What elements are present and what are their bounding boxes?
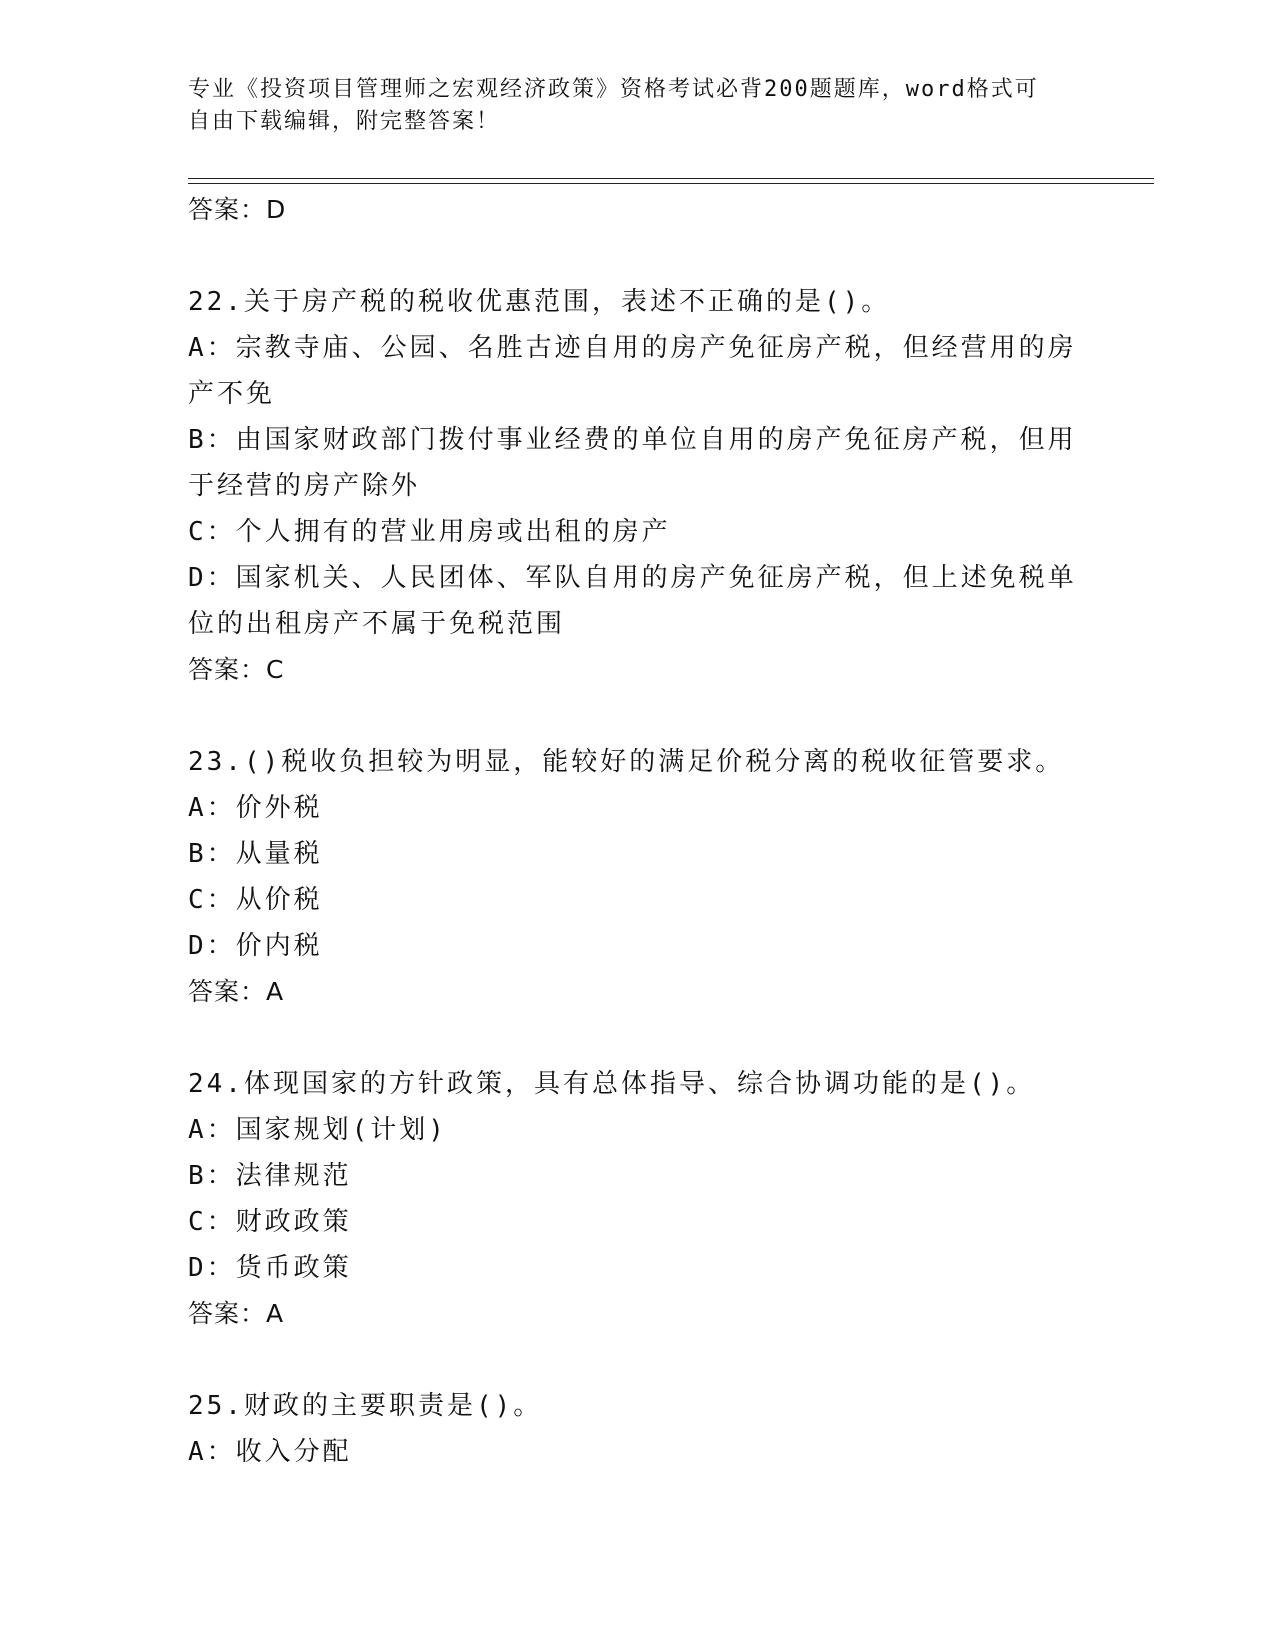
- answer-line: 答案：D: [188, 195, 287, 224]
- option-d: D：价内税: [188, 931, 323, 961]
- answer-line: 答案：A: [188, 1299, 285, 1328]
- question-stem: 24.体现国家的方针政策，具有总体指导、综合协调功能的是()。: [188, 1069, 1036, 1099]
- question-stem: 25.财政的主要职责是()。: [188, 1391, 543, 1421]
- option-b: B：由国家财政部门拨付事业经费的单位自用的房产免征房产税，但用: [188, 425, 1077, 455]
- spacer: [188, 1337, 1088, 1383]
- answer-line: 答案：C: [188, 655, 285, 684]
- option-d: D：国家机关、人民团体、军队自用的房产免征房产税，但上述免税单: [188, 563, 1077, 593]
- question-list: [188, 187, 1088, 1475]
- question-stem: 22.关于房产税的税收优惠范围，表述不正确的是()。: [188, 287, 891, 317]
- option-c: C：个人拥有的营业用房或出租的房产: [188, 517, 671, 547]
- option-c: C：财政政策: [188, 1207, 352, 1237]
- header-line-2: 自由下载编辑，附完整答案！: [188, 109, 501, 134]
- option-b: B：法律规范: [188, 1161, 352, 1191]
- answer-line: 答案：A: [188, 977, 285, 1006]
- spacer: [188, 693, 1088, 739]
- option-a: A：收入分配: [188, 1437, 352, 1467]
- question-24: [188, 1061, 1088, 1337]
- option-b-continued: 于经营的房产除外: [188, 471, 421, 501]
- option-a: A：价外税: [188, 793, 323, 823]
- question-22: [188, 279, 1088, 693]
- option-a: A：国家规划(计划): [188, 1115, 447, 1145]
- question-25: [188, 1383, 1088, 1475]
- option-b: B：从量税: [188, 839, 323, 869]
- option-a: A：宗教寺庙、公园、名胜古迹自用的房产免征房产税，但经营用的房: [188, 333, 1077, 363]
- question-stem: 23.()税收负担较为明显，能较好的满足价税分离的税收征管要求。: [188, 747, 1065, 777]
- option-a-continued: 产不免: [188, 379, 276, 409]
- option-d: D：货币政策: [188, 1253, 352, 1283]
- header-divider-bottom: [188, 183, 1154, 184]
- header-divider-top: [188, 178, 1154, 179]
- option-d-continued: 位的出租房产不属于免税范围: [188, 609, 566, 639]
- document-header: [188, 74, 1088, 138]
- header-line-1: 专业《投资项目管理师之宏观经济政策》资格考试必背200题题库，word格式可: [188, 77, 1039, 102]
- question-23: [188, 739, 1088, 1015]
- option-c: C：从价税: [188, 885, 323, 915]
- spacer: [188, 1015, 1088, 1061]
- spacer: [188, 233, 1088, 279]
